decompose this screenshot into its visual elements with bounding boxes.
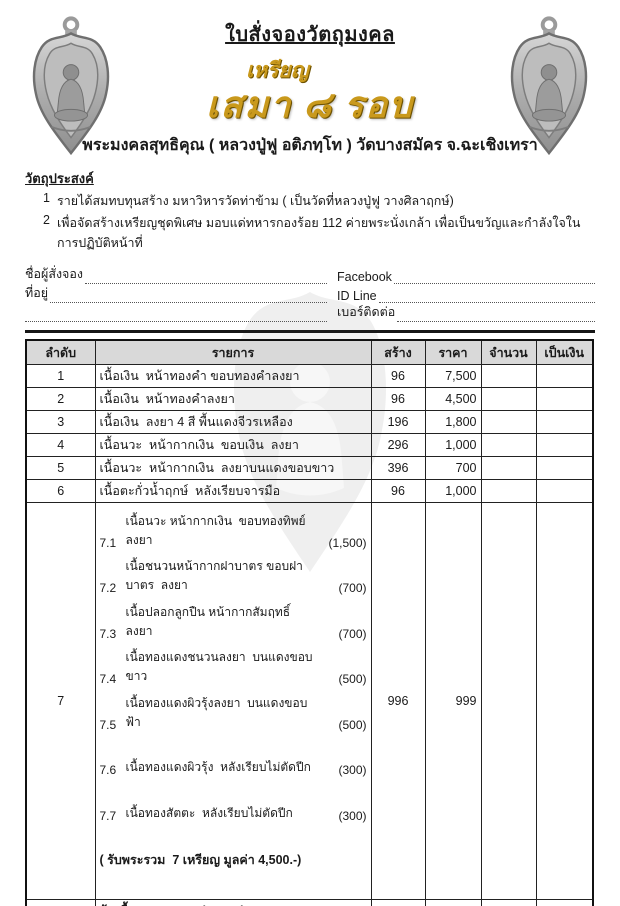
subitem — [100, 805, 367, 823]
table-row — [26, 457, 593, 480]
row-made — [371, 899, 425, 906]
subitem-desc: เนื้อปลอกลูกปืน หน้ากากสัมฤทธิ์ ลงยา — [125, 604, 294, 638]
monk-temple-subtitle: พระมงคลสุทธิคุณ ( หลวงปู่ฟู อติภทฺโท ) วัดบางสมัคร จ.ฉะเชิงเทรา — [82, 136, 538, 154]
row-no: 5 — [26, 457, 95, 480]
subitem-made: (700) — [338, 626, 367, 641]
subitem — [99, 559, 367, 596]
address-field — [25, 284, 327, 303]
facebook-label: Facebook — [337, 269, 392, 284]
row-amount-cell — [536, 503, 593, 900]
subitem — [99, 513, 367, 550]
row-no: 3 — [26, 411, 95, 434]
row-desc: เนื้อตะกั่วน้ำฤกษ์ หลังเรียบจารมือ — [95, 480, 371, 503]
subitem — [99, 695, 367, 732]
fill-line — [85, 271, 327, 284]
purpose-section — [25, 168, 595, 253]
row-no: 1 — [26, 365, 95, 388]
row-qty-cell — [481, 503, 536, 900]
address-label: ที่อยู่ — [25, 285, 49, 300]
row-amount-cell — [536, 434, 593, 457]
idline-label: ID Line — [337, 288, 377, 303]
row-amount-cell — [536, 365, 593, 388]
subitem — [100, 760, 367, 778]
row-desc: เนื้อนวะ หน้ากากเงิน ลงยาบนแดงขอบขาว — [95, 457, 371, 480]
medal-word: เหรียญ — [246, 58, 309, 82]
subitem-made: (500) — [338, 717, 367, 732]
row-made: 196 — [371, 411, 425, 434]
row-amount-cell — [536, 388, 593, 411]
phone-field — [337, 303, 595, 322]
row-amount-cell — [536, 411, 593, 434]
col-header-made: สร้าง — [371, 340, 425, 365]
table-row — [26, 365, 593, 388]
col-header-item: รายการ — [95, 340, 371, 365]
subitem-desc: เนื้อทองแดงผิวรุ้ง หลังเรียบไม่ตัดปีก — [125, 760, 311, 775]
subitem — [99, 650, 367, 687]
row-price: 700 — [425, 457, 481, 480]
table-row — [26, 480, 593, 503]
subitem-made: (700) — [338, 581, 367, 596]
row7-subitems — [95, 503, 371, 900]
row-qty-cell — [481, 434, 536, 457]
orderer-name-label: ชื่อผู้สั่งจอง — [25, 266, 83, 281]
table-row — [26, 434, 593, 457]
subitem-desc: เนื้อชนวนหน้ากากฝาบาตร ขอบฝาบาตร ลงยา — [125, 559, 303, 593]
page-title: ใบสั่งจองวัตถุมงคล — [225, 24, 395, 46]
row-made: 96 — [371, 480, 425, 503]
row-made: 96 — [371, 365, 425, 388]
order-table — [25, 339, 594, 906]
row-desc: เนื้อนวะ หน้ากากเงิน ขอบเงิน ลงยา — [95, 434, 371, 457]
subitem-code: 7.4 — [99, 672, 117, 687]
table-row-8 — [26, 899, 593, 906]
subitem-code: 7.3 — [99, 626, 117, 641]
col-header-price: ราคา — [425, 340, 481, 365]
subitem-code: 7.5 — [99, 717, 117, 732]
col-header-amount: เป็นเงิน — [536, 340, 593, 365]
purpose-text: เพื่อจัดสร้างเหรียญชุดพิเศษ มอบแด่ทหารกองร้อย 112 ค่ายพระนั่งเกล้า เพื่อเป็นขวัญและกำลังใจในการปฏิบัติหน้าที่ — [57, 215, 581, 250]
subitem-made: (300) — [338, 808, 367, 823]
row-price: 1,000 — [425, 480, 481, 503]
subitem-code: 7.7 — [99, 808, 117, 823]
subitem-desc: เนื้อทองสัตตะ หลังเรียบไม่ตัดปีก — [125, 805, 293, 820]
subitem-made: (1,500) — [328, 535, 367, 550]
subitem-code: 7.6 — [99, 763, 117, 778]
fill-line — [394, 271, 595, 284]
section-divider — [25, 330, 595, 333]
row-price: 999 — [425, 503, 481, 900]
row-qty-cell — [481, 457, 536, 480]
row-no: 7 — [26, 503, 95, 900]
table-header-row — [26, 340, 593, 365]
fill-line — [379, 290, 595, 303]
row-price: 4,500 — [425, 388, 481, 411]
row-made: 996 — [371, 503, 425, 900]
row-amount-cell — [536, 480, 593, 503]
row-no: 4 — [26, 434, 95, 457]
subitem-desc: เนื้อนวะ หน้ากากเงิน ขอบทองทิพย์ ลงยา — [125, 513, 313, 547]
row-price: 1,000 — [425, 434, 481, 457]
subitem-made: (500) — [338, 672, 367, 687]
gold-title-block — [25, 54, 595, 125]
row-no: 2 — [26, 388, 95, 411]
row-no: 6 — [26, 480, 95, 503]
row-made: 296 — [371, 434, 425, 457]
row-made: 396 — [371, 457, 425, 480]
facebook-field — [337, 265, 595, 284]
purpose-heading: วัตถุประสงค์ — [25, 170, 94, 186]
address-field-line2 — [25, 303, 327, 322]
contact-fields — [25, 265, 595, 322]
row-qty-cell — [481, 899, 536, 906]
row-qty-cell — [481, 411, 536, 434]
row-qty-cell — [481, 365, 536, 388]
subitem-desc: เนื้อทองแดงผิวรุ้งลงยา บนแดงขอบฟ้า — [125, 695, 308, 729]
col-header-qty: จำนวน — [481, 340, 536, 365]
row-price: 1,800 — [425, 411, 481, 434]
row-price: 7,500 — [425, 365, 481, 388]
row-desc — [95, 899, 371, 906]
purpose-text: รายได้สมทบทุนสร้าง มหาวิหารวัดท่าข้าม ( เป็นวัดที่หลวงปู่ฟู วางศิลาฤกษ์) — [57, 193, 454, 208]
subitem-code: 7.1 — [99, 535, 117, 550]
subitem-code: 7.2 — [99, 581, 117, 596]
fill-line — [397, 309, 595, 322]
row-desc: เนื้อเงิน หน้าทองคำ ขอบทองคำลงยา — [95, 365, 371, 388]
purpose-number: 1 — [43, 190, 50, 205]
col-header-no: ลำดับ — [26, 340, 95, 365]
fill-line — [25, 309, 327, 322]
row-qty-cell — [481, 480, 536, 503]
row-no — [26, 899, 95, 906]
subitem-made: (300) — [338, 763, 367, 778]
row-made: 96 — [371, 388, 425, 411]
table-row — [26, 411, 593, 434]
medal-title: เสมา ๘ รอบ — [206, 85, 414, 125]
orderer-name-field — [25, 265, 327, 284]
row-desc: เนื้อเงิน ลงยา 4 สี พื้นแดงจีวรเหลือง — [95, 411, 371, 434]
subitem-desc: เนื้อทองแดงชนวนลงยา บนแดงขอบขาว — [125, 650, 313, 684]
fill-line — [50, 290, 327, 303]
row-amount-cell — [536, 899, 593, 906]
table-row — [26, 388, 593, 411]
phone-label: เบอร์ติดต่อ — [337, 304, 396, 319]
table-row-7-group — [26, 503, 593, 900]
row-qty-cell — [481, 388, 536, 411]
row7-summary: ( รับพระรวม 7 เหรียญ มูลค่า 4,500.-) — [99, 853, 302, 868]
purpose-number: 2 — [43, 212, 50, 227]
purpose-item-1 — [25, 191, 595, 211]
idline-field — [337, 284, 595, 303]
subitem — [99, 604, 367, 641]
purpose-item-2 — [25, 213, 595, 253]
row-amount-cell — [536, 457, 593, 480]
row-desc: เนื้อเงิน หน้าทองคำลงยา — [95, 388, 371, 411]
row-price — [425, 899, 481, 906]
